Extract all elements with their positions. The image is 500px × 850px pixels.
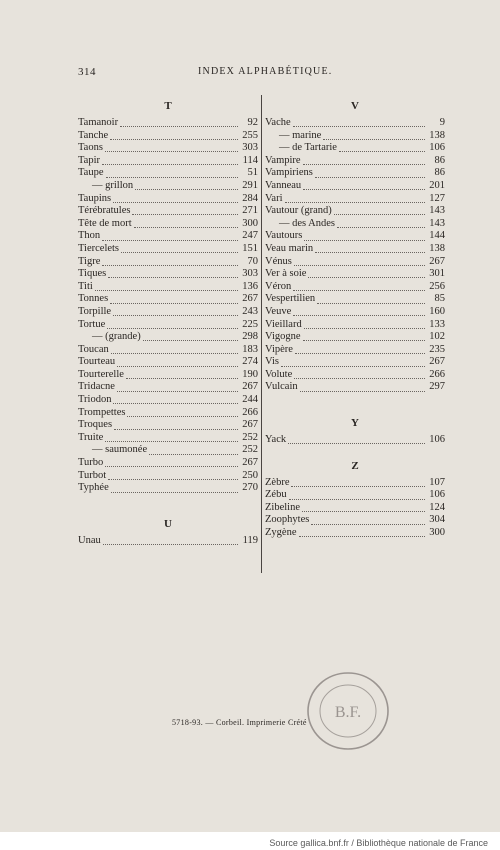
index-entry (78, 142, 258, 155)
section-letter: U (164, 517, 172, 530)
entry-page: 102 (429, 331, 445, 343)
entry-name: Turbot (78, 469, 107, 481)
index-entry (78, 205, 258, 218)
entry-name: Vautours (265, 230, 303, 242)
entry-name: Vis (265, 356, 279, 368)
leader-dots (113, 396, 238, 404)
entry-page: 298 (242, 331, 258, 343)
entry-page: 267 (429, 356, 445, 368)
entry-name: — grillon (92, 179, 134, 191)
entry-name: Zèbre (265, 476, 290, 488)
entry-name: Tortue (78, 318, 106, 330)
entry-name: Thon (78, 230, 101, 242)
index-entry (78, 306, 258, 319)
entry-page: 303 (242, 268, 258, 280)
index-entry (265, 331, 445, 344)
index-entry (265, 381, 445, 394)
leader-dots (295, 346, 425, 354)
entry-name: Unau (78, 534, 101, 546)
index-entry (78, 256, 258, 269)
entry-name: Vulcain (265, 381, 298, 393)
entry-name: Tiercelets (78, 242, 120, 254)
entry-page: 304 (429, 514, 445, 526)
entry-name: Ver à soie (265, 268, 307, 280)
section-letter: T (164, 100, 172, 112)
leader-dots (302, 504, 425, 512)
entry-name: Troques (78, 419, 113, 431)
entry-page: 114 (242, 154, 258, 166)
entry-page: 106 (429, 489, 445, 501)
entry-name: Térébratules (78, 205, 131, 217)
section-gap (78, 495, 258, 513)
leader-dots (117, 384, 238, 392)
index-entry (78, 218, 258, 231)
index-entry (78, 319, 258, 332)
entry-name: Zoophytes (265, 514, 310, 526)
entry-name: Tigre (78, 255, 101, 267)
entry-name: — saumonée (92, 444, 148, 456)
index-entry (265, 434, 445, 447)
leader-dots (291, 479, 425, 487)
leader-dots (120, 119, 238, 127)
entry-name: Vampire (265, 154, 301, 166)
entry-page: 86 (434, 167, 445, 179)
entry-name: Torpille (78, 305, 112, 317)
leader-dots (339, 144, 425, 152)
leader-dots (303, 157, 425, 165)
index-entry (78, 432, 258, 445)
entry-name: Yack (265, 434, 287, 446)
index-entry (78, 281, 258, 294)
entry-page: 267 (242, 293, 258, 305)
entry-name: Tiques (78, 268, 107, 280)
entry-page: 266 (429, 368, 445, 380)
index-entry (265, 527, 445, 540)
printer-imprint: 5718-93. — Corbeil. Imprimerie Crété (172, 718, 307, 727)
entry-page: 271 (242, 205, 258, 217)
index-entry (78, 369, 258, 382)
index-entry (265, 230, 445, 243)
leader-dots (293, 119, 425, 127)
leader-dots (317, 296, 425, 304)
entry-name: Zibeline (265, 501, 300, 513)
entry-page: 235 (429, 343, 445, 355)
entry-page: 270 (242, 482, 258, 494)
section-letter: Y (351, 417, 359, 430)
leader-dots (143, 333, 238, 341)
entry-name: Tourterelle (78, 368, 124, 380)
leader-dots (102, 233, 238, 241)
entry-page: 303 (242, 142, 258, 154)
leader-dots (304, 321, 425, 329)
entry-page: 225 (242, 318, 258, 330)
index-column-left (78, 95, 258, 547)
leader-dots (308, 270, 425, 278)
index-entry (265, 205, 445, 218)
index-entry (265, 344, 445, 357)
leader-dots (105, 434, 238, 442)
index-entry (78, 381, 258, 394)
column-divider (261, 95, 262, 573)
leader-dots (285, 195, 426, 203)
index-entry (265, 319, 445, 332)
index-entry (265, 293, 445, 306)
leader-dots (323, 132, 425, 140)
leader-dots (111, 485, 238, 493)
index-entry (265, 477, 445, 490)
leader-dots (110, 132, 238, 140)
page-number: 314 (78, 66, 96, 78)
entry-name: Tridacne (78, 381, 115, 393)
index-entry (78, 331, 258, 344)
leader-dots (315, 245, 425, 253)
leader-dots (293, 308, 425, 316)
leader-dots (315, 170, 425, 178)
leader-dots (113, 308, 238, 316)
entry-page: 119 (242, 534, 258, 546)
entry-page: 51 (247, 167, 258, 179)
index-entry (265, 180, 445, 193)
leader-dots (105, 144, 238, 152)
index-entry (78, 482, 258, 495)
leader-dots (121, 245, 238, 253)
entry-page: 92 (247, 117, 258, 128)
entry-name: Taons (78, 142, 103, 154)
entry-page: 9 (439, 117, 445, 128)
entry-name: Tanche (78, 129, 109, 141)
leader-dots (113, 195, 238, 203)
library-stamp-icon (305, 670, 391, 752)
entry-page: 247 (242, 230, 258, 242)
entry-name: Volute (265, 368, 293, 380)
index-entry (78, 344, 258, 357)
entry-name: Vipère (265, 343, 293, 355)
index-entry (78, 394, 258, 407)
entry-page: 243 (242, 305, 258, 317)
entry-page: 127 (429, 192, 445, 204)
leader-dots (300, 384, 425, 392)
entry-page: 301 (429, 268, 445, 280)
leader-dots (111, 346, 238, 354)
index-entry (265, 306, 445, 319)
entry-name: — marine (279, 129, 322, 141)
index-entry (265, 514, 445, 527)
entry-page: 201 (429, 179, 445, 191)
index-entry (78, 155, 258, 168)
entry-page: 252 (242, 431, 258, 443)
entry-page: 244 (242, 394, 258, 406)
entry-page: 297 (429, 381, 445, 393)
entry-name: Veau marin (265, 242, 314, 254)
index-entry (265, 281, 445, 294)
entry-name: Trompettes (78, 406, 126, 418)
entry-name: Tamanoir (78, 117, 119, 128)
leader-dots (108, 472, 238, 480)
index-entry (78, 243, 258, 256)
index-entry (78, 407, 258, 420)
entry-page: 267 (242, 457, 258, 469)
index-entry (265, 356, 445, 369)
index-entry (265, 130, 445, 143)
entry-page: 133 (429, 318, 445, 330)
index-entry (265, 256, 445, 269)
entry-page: 138 (429, 242, 445, 254)
leader-dots (102, 258, 238, 266)
entry-name: Turbo (78, 457, 104, 469)
leader-dots (337, 220, 425, 228)
entry-page: 250 (242, 469, 258, 481)
entry-name: Zygène (265, 527, 297, 539)
svg-text:B.F.: B.F. (334, 704, 362, 721)
entry-name: Vache (265, 117, 291, 128)
entry-name: Tête de mort (78, 217, 132, 229)
entry-name: Vautour (grand) (265, 205, 332, 217)
entry-page: 267 (242, 381, 258, 393)
index-entry (265, 218, 445, 231)
entry-name: Typhée (78, 482, 109, 494)
leader-dots (299, 529, 426, 537)
index-entry (265, 369, 445, 382)
entry-page: 106 (429, 142, 445, 154)
leader-dots (127, 409, 238, 417)
entry-page: 266 (242, 406, 258, 418)
entry-page: 151 (242, 242, 258, 254)
entry-name: Vespertilien (265, 293, 316, 305)
index-entry (265, 489, 445, 502)
entry-page: 256 (429, 280, 445, 292)
running-title: INDEX ALPHABÉTIQUE. (198, 66, 333, 77)
index-entry (265, 502, 445, 515)
leader-dots (294, 258, 425, 266)
index-entry (78, 167, 258, 180)
entry-page: 143 (429, 217, 445, 229)
entry-page: 300 (429, 527, 445, 539)
leader-dots (311, 517, 425, 525)
section-letter: V (351, 100, 359, 112)
entry-page: 267 (242, 419, 258, 431)
entry-name: Vanneau (265, 179, 302, 191)
index-entry (265, 243, 445, 256)
entry-page: 252 (242, 444, 258, 456)
section-gap (265, 447, 445, 455)
entry-page: 70 (247, 255, 258, 267)
entry-name: Tourteau (78, 356, 116, 368)
leader-dots (117, 359, 238, 367)
index-entry (78, 293, 258, 306)
leader-dots (289, 492, 425, 500)
leader-dots (95, 283, 238, 291)
section-letter: Z (351, 459, 359, 472)
entry-page: 291 (242, 179, 258, 191)
leader-dots (105, 459, 238, 467)
leader-dots (304, 233, 425, 241)
leader-dots (110, 296, 238, 304)
entry-name: — (grande) (92, 331, 141, 343)
entry-page: 124 (429, 501, 445, 513)
entry-name: — des Andes (279, 217, 335, 229)
entry-page: 106 (429, 434, 445, 446)
entry-name: Toucan (78, 343, 109, 355)
index-entry (265, 268, 445, 281)
section-gap (265, 394, 445, 412)
entry-page: 143 (429, 205, 445, 217)
entry-page: 107 (429, 476, 445, 488)
entry-name: Veuve (265, 305, 292, 317)
leader-dots (288, 436, 425, 444)
leader-dots (303, 182, 425, 190)
index-entry (78, 535, 258, 548)
entry-name: Véron (265, 280, 292, 292)
leader-dots (134, 220, 238, 228)
entry-page: 136 (242, 280, 258, 292)
entry-page: 255 (242, 129, 258, 141)
entry-page: 138 (429, 129, 445, 141)
index-entry (265, 167, 445, 180)
index-entry (78, 193, 258, 206)
leader-dots (303, 333, 425, 341)
entry-page: 160 (429, 305, 445, 317)
entry-name: Vieillard (265, 318, 302, 330)
entry-name: Taupins (78, 192, 112, 204)
entry-name: Taupe (78, 167, 104, 179)
index-column-right (265, 95, 445, 540)
index-entry (265, 155, 445, 168)
leader-dots (108, 270, 238, 278)
entry-page: 85 (434, 293, 445, 305)
index-entry (78, 470, 258, 483)
index-entry (78, 130, 258, 143)
entry-name: Zébu (265, 489, 287, 501)
index-entry (78, 419, 258, 432)
entry-name: Truite (78, 431, 104, 443)
leader-dots (126, 371, 238, 379)
index-entry (78, 180, 258, 193)
index-entry (265, 193, 445, 206)
leader-dots (149, 447, 238, 455)
entry-page: 267 (429, 255, 445, 267)
leader-dots (102, 157, 238, 165)
entry-page: 190 (242, 368, 258, 380)
entry-name: Tonnes (78, 293, 109, 305)
index-entry (78, 230, 258, 243)
entry-name: Vari (265, 192, 283, 204)
entry-name: — de Tartarie (279, 142, 337, 154)
leader-dots (103, 537, 238, 545)
leader-dots (293, 283, 425, 291)
entry-page: 144 (429, 230, 445, 242)
source-credit: Source gallica.bnf.fr / Bibliothèque nationale de France (269, 838, 488, 848)
entry-name: Tapir (78, 154, 101, 166)
leader-dots (294, 371, 425, 379)
entry-name: Titi (78, 280, 93, 292)
entry-page: 86 (434, 154, 445, 166)
entry-name: Vigogne (265, 331, 301, 343)
index-entry (78, 444, 258, 457)
leader-dots (281, 359, 425, 367)
leader-dots (106, 170, 238, 178)
entry-page: 274 (242, 356, 258, 368)
leader-dots (132, 207, 238, 215)
leader-dots (135, 182, 238, 190)
index-entry (78, 268, 258, 281)
entry-page: 284 (242, 192, 258, 204)
leader-dots (114, 422, 238, 430)
index-entry (78, 117, 258, 130)
entry-name: Vampiriens (265, 167, 313, 179)
entry-name: Triodon (78, 394, 112, 406)
leader-dots (107, 321, 238, 329)
entry-name: Vénus (265, 255, 292, 267)
leader-dots (334, 207, 425, 215)
index-entry (265, 117, 445, 130)
index-entry (265, 142, 445, 155)
index-entry (78, 457, 258, 470)
entry-page: 300 (242, 217, 258, 229)
index-entry (78, 356, 258, 369)
entry-page: 183 (242, 343, 258, 355)
